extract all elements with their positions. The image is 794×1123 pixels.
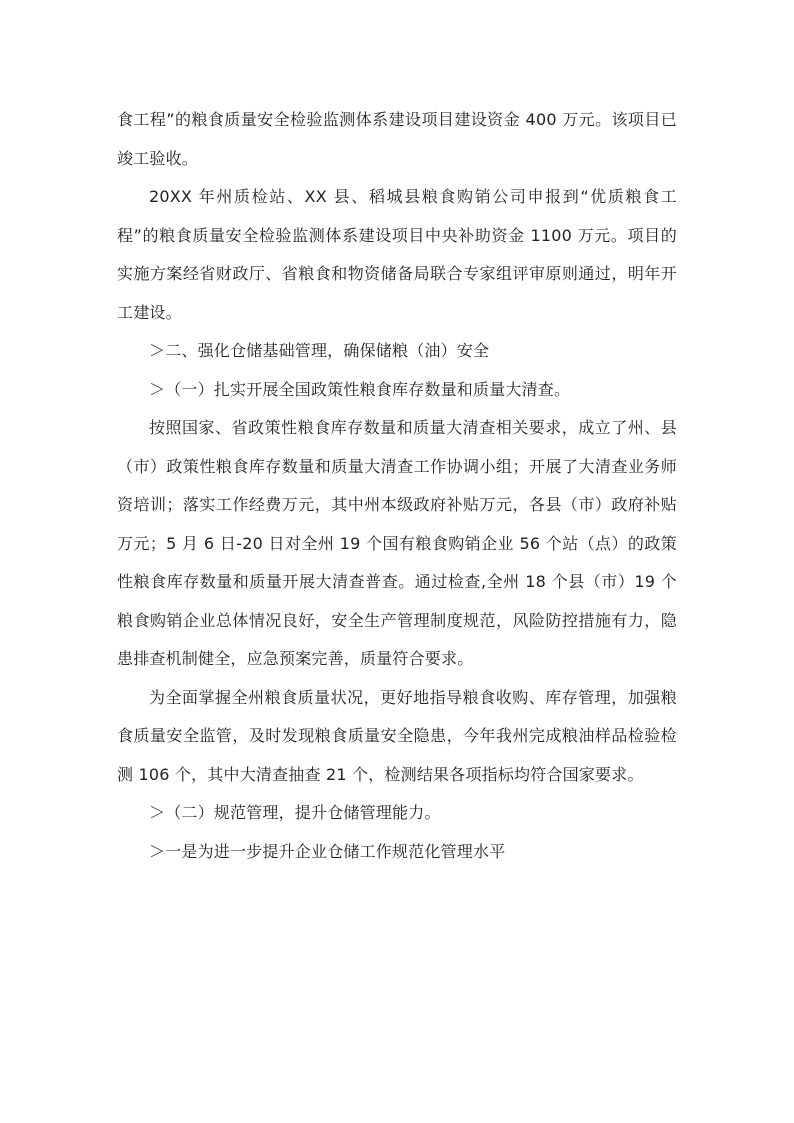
paragraph-quality-testing: 为全面掌握全州粮食质量状况，更好地指导粮食收购、库存管理，加强粮食质量安全监管，及时发现粮食质量安全隐患，今年我州完成粮油样品检验检测 106 个，其中大清查抽查 21 个，检测结果各项指标均符合国家要求。 (117, 687, 677, 784)
subsection-heading-inventory-check: ＞（一）扎实开展全国政策性粮食库存数量和质量大清查。 (149, 379, 571, 399)
subsection-heading-standardized-management: ＞（二）规范管理，提升仓储管理能力。 (149, 803, 441, 822)
paragraph-inventory-check: 按照国家、省政策性粮食库存数量和质量大清查相关要求，成立了州、县（市）政策性粮食库存数量和质量大清查工作协调小组；开展了大清查业务师资培训；落实工作经费万元，其中州本级政府补贴万元，各县（市）政府补贴万元；5 月 6 日-20 日对全州 19 个国有粮食购销企业 56 个站（点）的政策性粮食库存数量和质量开展大清查普查。通过检查,全州 18 个县（市）19 个粮食购销企业总体情况良好，安全生产管理制度规范，风险防控措施有力，隐患排查机制健全，应急预案完善，质量符合要求。 (117, 418, 677, 668)
paragraph-central-subsidy: 20XX 年州质检站、XX 县、稻城县粮食购销公司申报到“优质粮食工程”的粮食质量安全检验监测体系建设项目中央补助资金 1100 万元。项目的实施方案经省财政厅、省粮食和物资储备局联合专家组评审原则通过，明年开工建设。 (117, 187, 677, 322)
document-body (117, 101, 677, 871)
paragraph-first-point: ＞一是为进一步提升企业仓储工作规范化管理水平 (149, 841, 506, 861)
paragraph-project-completion: 食工程”的粮食质量安全检验监测体系建设项目建设资金 400 万元。该项目已竣工验收。 (117, 110, 677, 168)
section-heading-storage-management: ＞二、强化仓储基础管理，确保储粮（油）安全 (149, 341, 490, 360)
